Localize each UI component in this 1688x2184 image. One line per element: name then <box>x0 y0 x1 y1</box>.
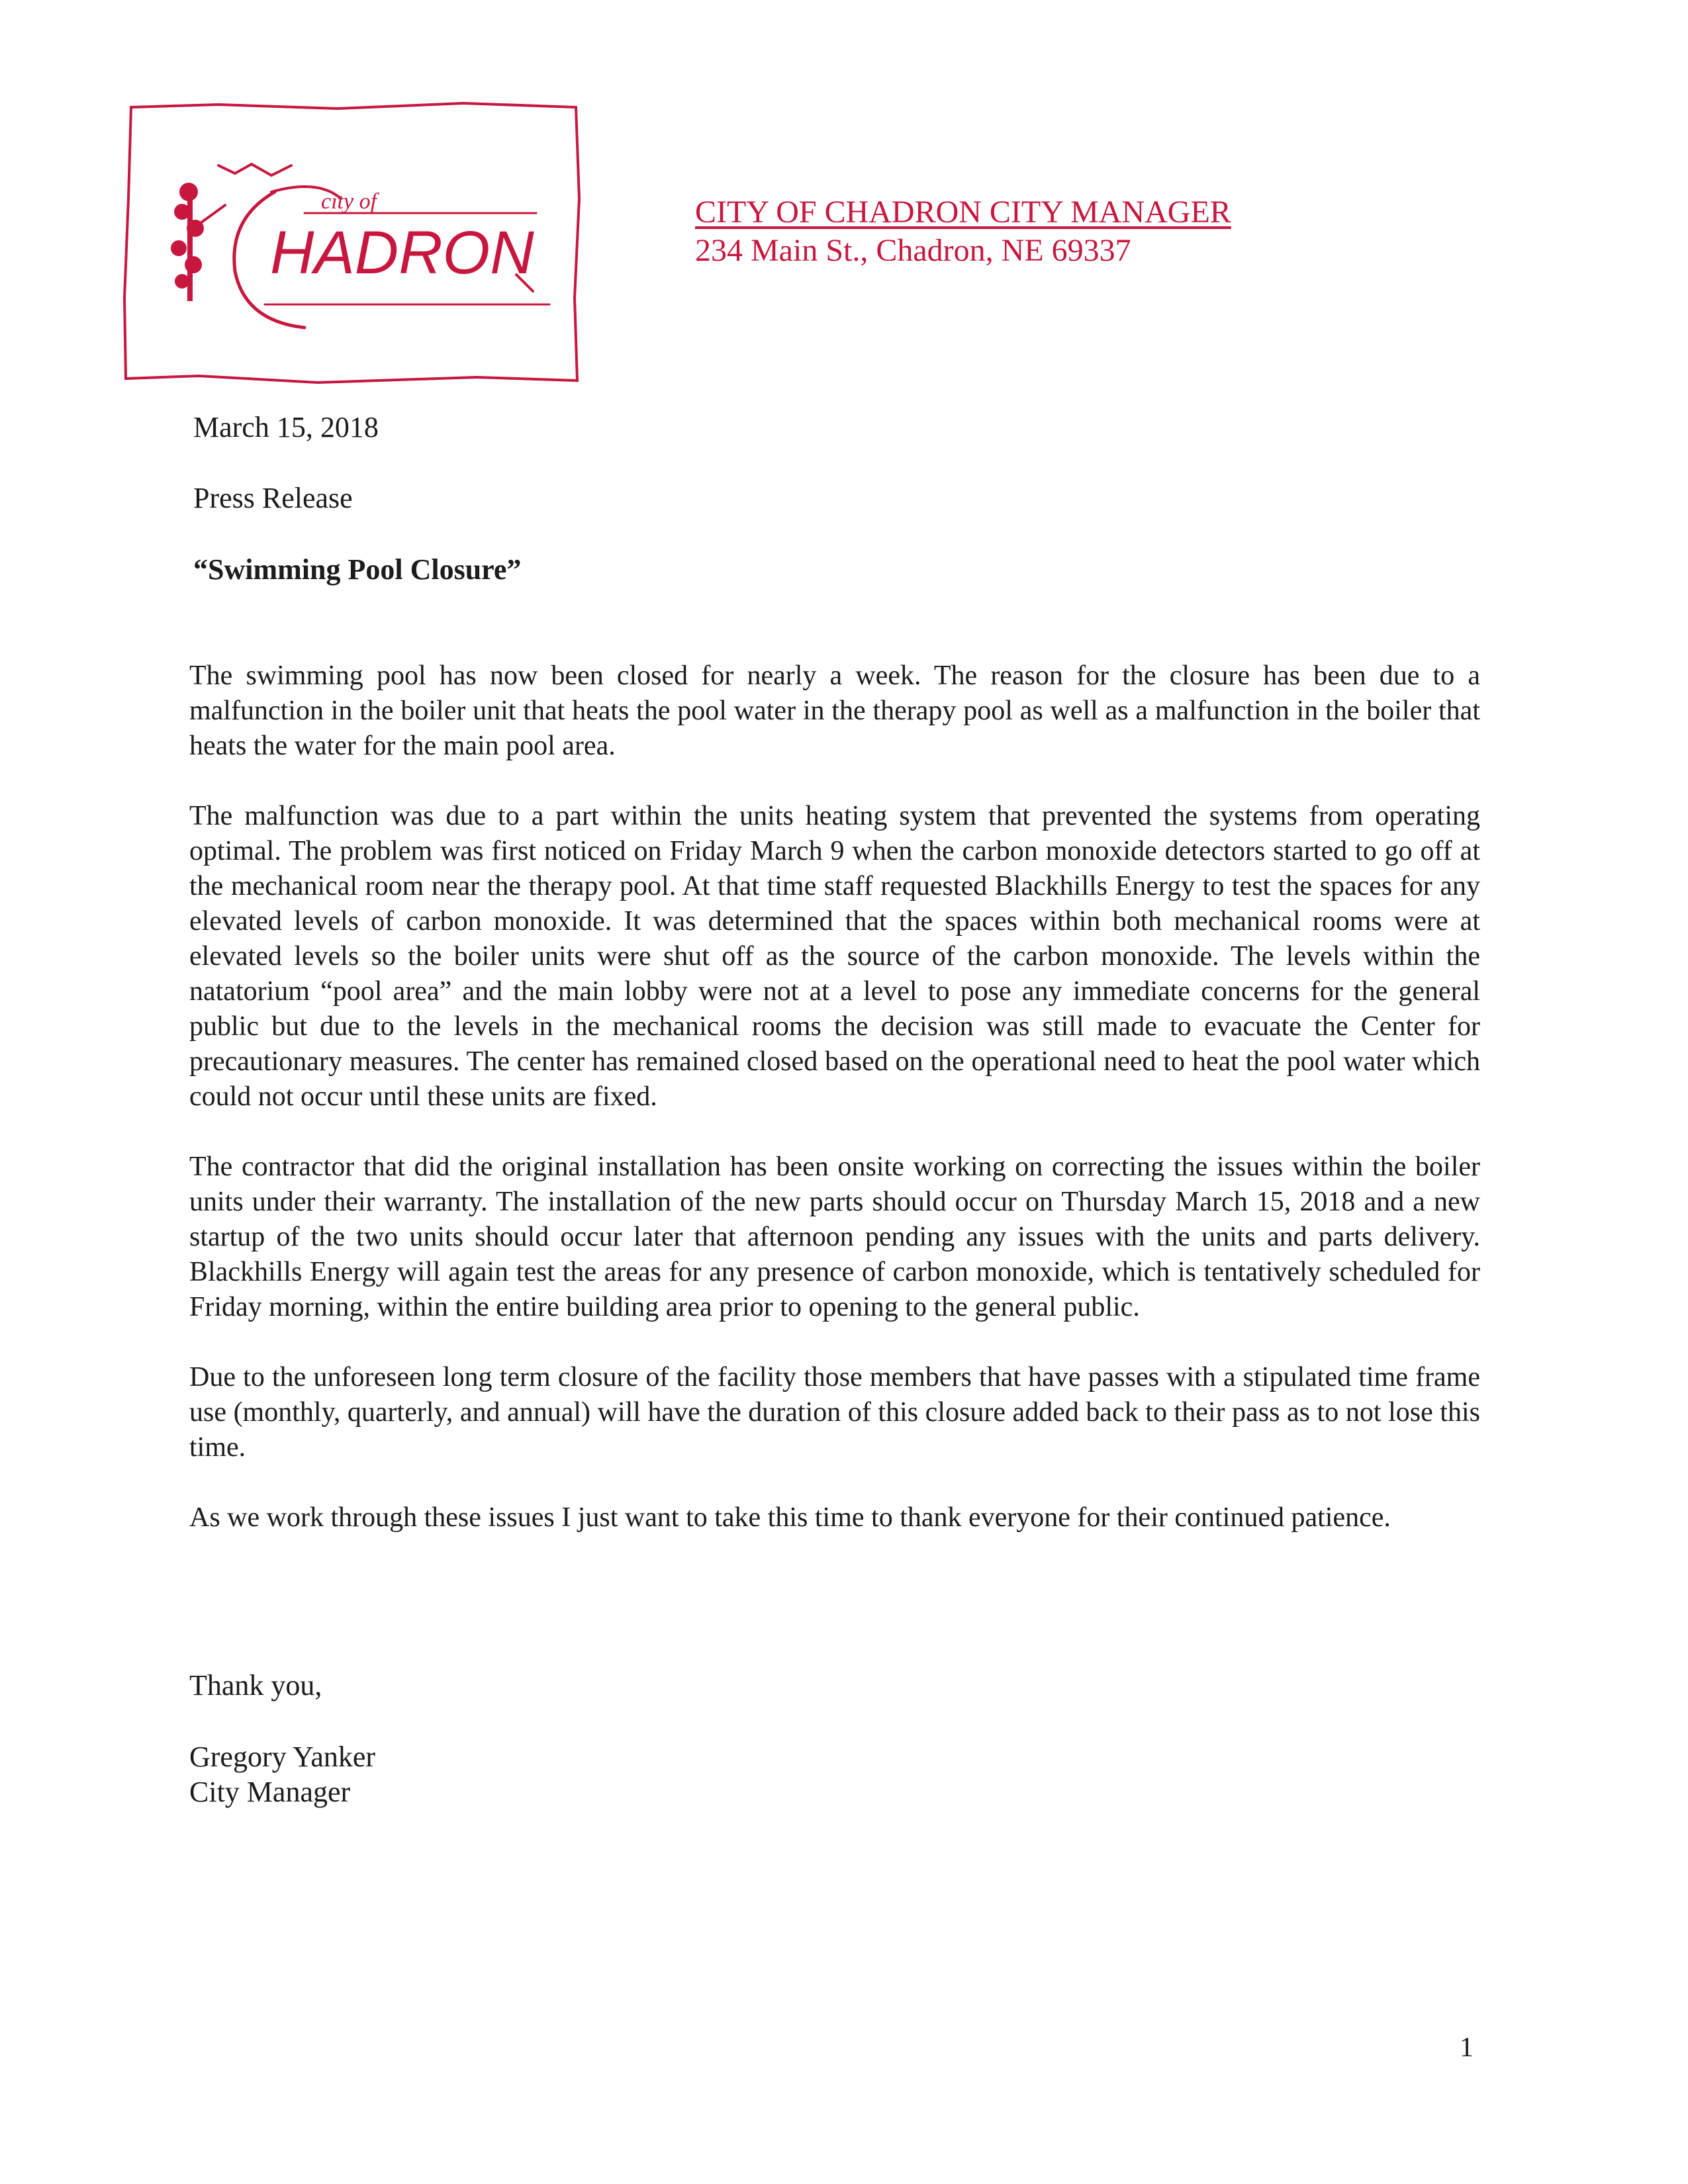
organization-address: 234 Main St., Chadron, NE 69337 <box>695 233 1131 268</box>
logo-name: HADRON <box>270 219 534 287</box>
logo-small-text: city of <box>321 189 377 214</box>
letterhead <box>695 193 1231 270</box>
press-release-title: “Swimming Pool Closure” <box>193 553 522 586</box>
body-paragraph: The malfunction was due to a part within the units heating system that prevented the systems from operating optimal. The problem was first noticed on Friday March 9 when the carbon monoxide detectors started to go off at the mechanical room near the therapy pool. At that time staff requested Blackhills Energy to test the spaces for any elevated levels of carbon monoxide. It was determined that the spaces within both mechanical rooms were at elevated levels so the boiler units were shut off as the source of the carbon monoxide. The levels within the natatorium “pool area” and the main lobby were not at a level to pose any immediate concerns for the general public but due to the levels in the mechanical rooms the decision was still made to evacuate the Center for precautionary measures. The center has remained closed based on the operational need to heat the pool water which could not occur until these units are fixed. <box>189 801 1480 1112</box>
signer-name: Gregory Yanker <box>189 1741 376 1773</box>
body-paragraph: The swimming pool has now been closed for nearly a week. The reason for the closure has been due to a malfunction in the boiler unit that heats the pool water in the therapy pool as well as a malfunction in the boiler that heats the water for the main pool area. <box>189 660 1480 761</box>
body-paragraph: Due to the unforeseen long term closure of the facility those members that have passes with a stipulated time frame use (monthly, quarterly, and annual) will have the duration of this closure added back to their pass as to not lose this time. <box>189 1362 1480 1463</box>
body-paragraph: The contractor that did the original installation has been onsite working on correcting the issues within the boiler units under their warranty. The installation of the new parts should occur on Thursday March 15, 2018 and a new startup of the two units should occur later that afternoon pending any issues with the units and parts delivery. Blackhills Energy will again test the areas for any presence of carbon monoxide, which is tentatively scheduled for Friday morning, within the entire building area prior to opening to the general public. <box>189 1152 1480 1322</box>
letter-body <box>189 659 1480 1570</box>
city-of-chadron-logo <box>119 99 583 390</box>
organization-name: CITY OF CHADRON CITY MANAGER <box>695 195 1231 230</box>
signer-title: City Manager <box>189 1776 351 1808</box>
page-number: 1 <box>1460 2032 1474 2063</box>
letter-date: March 15, 2018 <box>193 411 379 443</box>
doc-type: Press Release <box>193 482 353 514</box>
body-paragraph: As we work through these issues I just want to take this time to thank everyone for their continued patience. <box>189 1502 1391 1533</box>
closing-salutation: Thank you, <box>189 1669 322 1702</box>
